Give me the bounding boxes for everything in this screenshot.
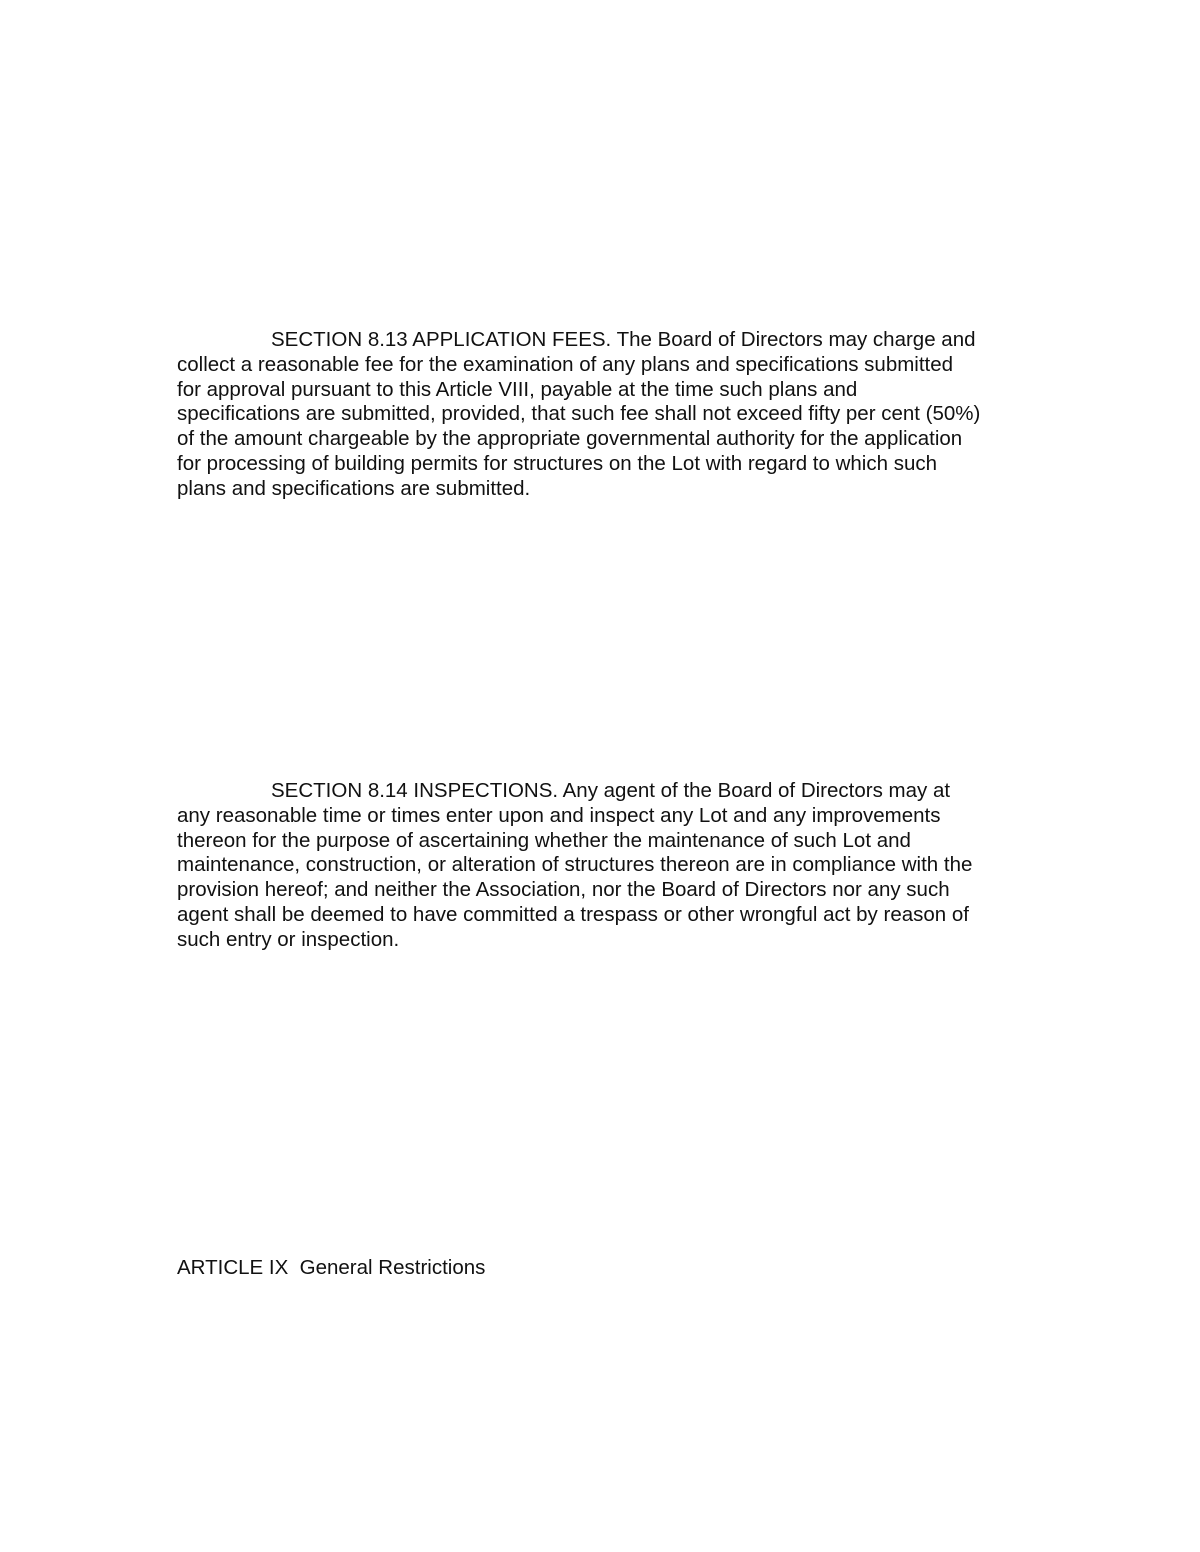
section-8-13-application-fees <box>177 328 1037 502</box>
section-8-13-line-6: for processing of building permits for structures on the Lot with regard to which such <box>177 451 938 475</box>
section-8-14-line-3: thereon for the purpose of ascertaining whether the maintenance of such Lot and <box>177 828 911 852</box>
section-8-14-inspections <box>177 779 1037 953</box>
section-8-13-line-1: SECTION 8.13 APPLICATION FEES. The Board of Directors may charge and <box>271 328 976 351</box>
section-8-14-line-1: SECTION 8.14 INSPECTIONS. Any agent of the Board of Directors may at <box>271 779 951 802</box>
section-8-13-line-5: of the amount chargeable by the appropriate governmental authority for the application <box>177 427 963 451</box>
section-8-13-line-4: specifications are submitted, provided, that such fee shall not exceed fifty per cent (50%) <box>177 402 981 426</box>
section-8-14-line-5: provision hereof; and neither the Association, nor the Board of Directors nor any such <box>177 878 950 902</box>
section-8-13-line-2: collect a reasonable fee for the examination of any plans and specifications submitted <box>177 352 954 376</box>
section-8-14-line-4: maintenance, construction, or alteration of structures thereon are in compliance with the <box>177 853 973 877</box>
section-8-13-line-3: for approval pursuant to this Article VIII, payable at the time such plans and <box>177 377 858 401</box>
section-8-14-line-2: any reasonable time or times enter upon and inspect any Lot and any improvements <box>177 803 941 827</box>
article-9-heading: ARTICLE IX General Restrictions <box>177 1256 486 1279</box>
section-8-13-line-7: plans and specifications are submitted. <box>177 476 531 500</box>
section-8-14-line-7: such entry or inspection. <box>177 927 400 951</box>
section-8-14-line-6: agent shall be deemed to have committed a trespass or other wrongful act by reason of <box>177 902 969 926</box>
